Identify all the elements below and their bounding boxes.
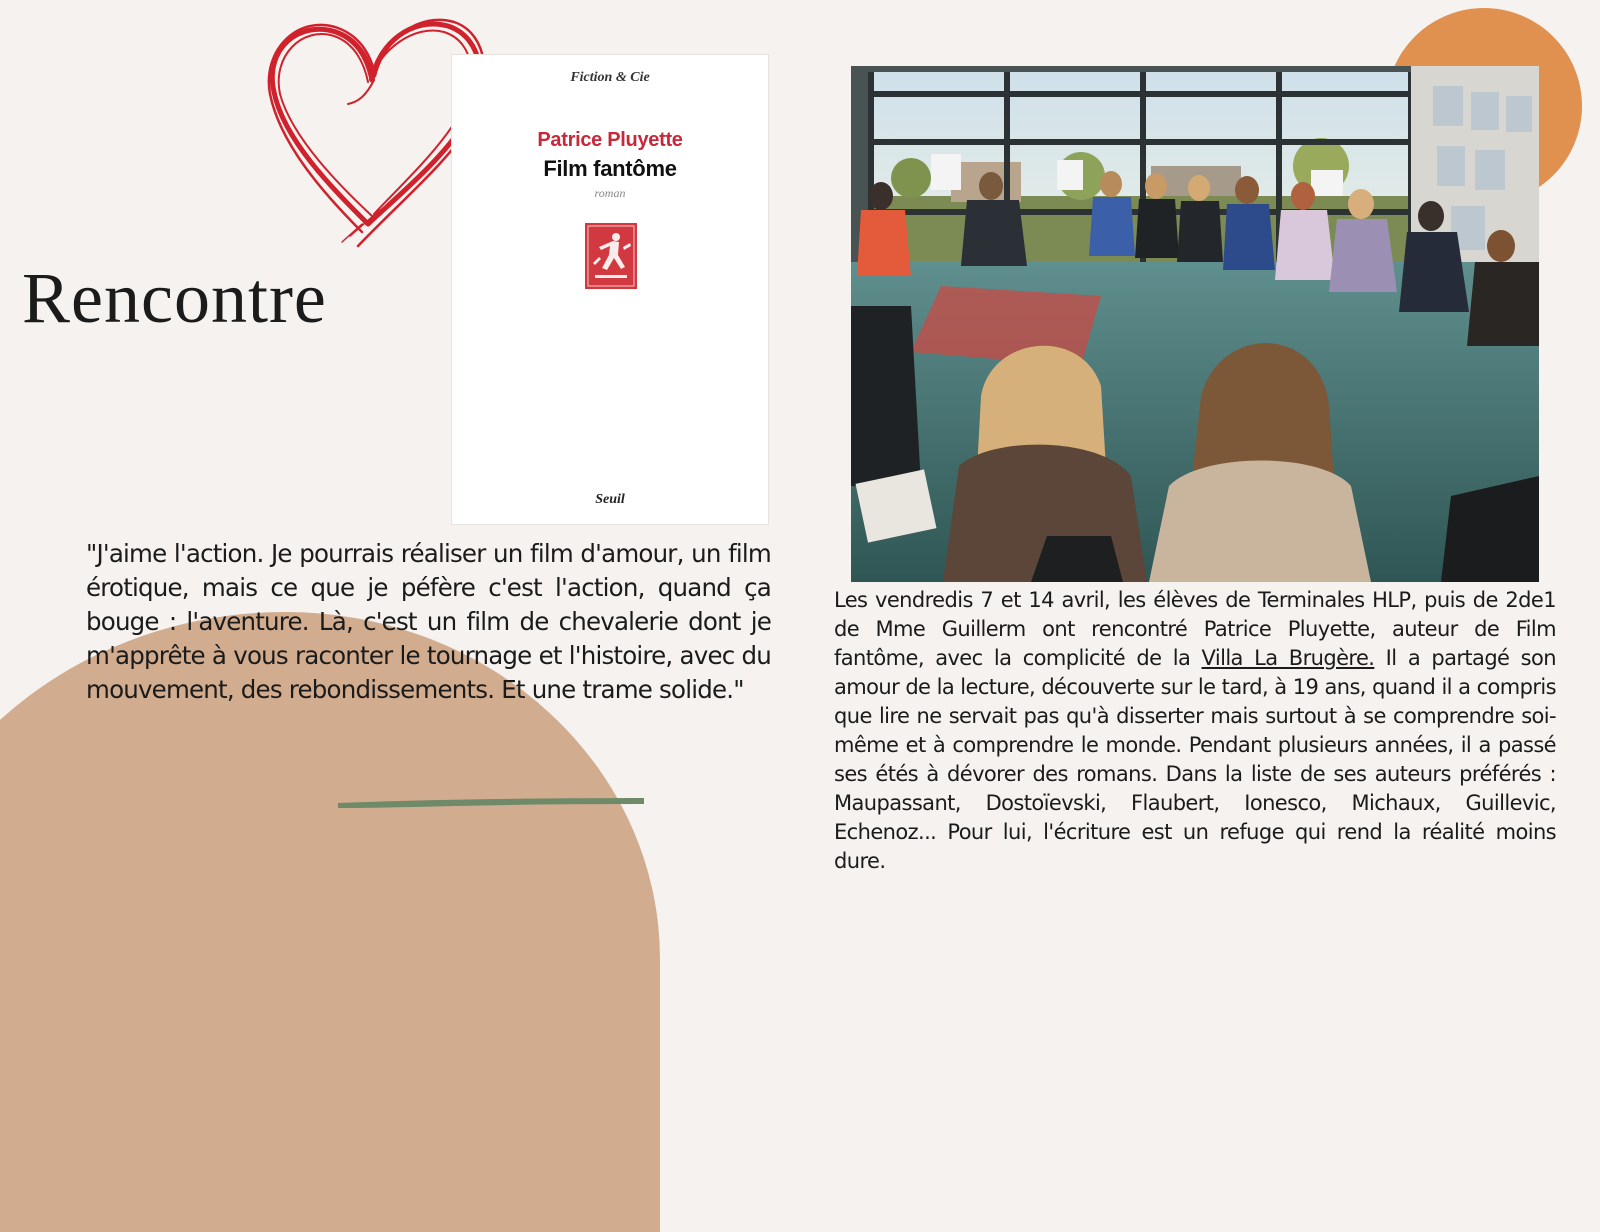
- book-series: Fiction & Cie: [570, 70, 650, 85]
- book-cover: [452, 55, 768, 524]
- green-brush-stroke: [336, 796, 646, 808]
- classroom-meeting-photo: [851, 66, 1539, 582]
- villa-la-brugere-link[interactable]: Villa La Brugère.: [1201, 646, 1375, 670]
- article-text-after-link: Il a partagé son amour de la lecture, découverte sur le tard, à 19 ans, quand il a compris que lire ne servait pas qu'à disserter mais surtout à se comprendre soi-même et à comprendre le monde. Pendant plusieurs années, il a passé ses étés à dévorer des romans. Dans la liste de ses auteurs préférés : Maupassant, Dostoïevski, Flaubert, Ionesco, Michaux, Guillevic, Echenoz... Pour lui, l'écriture est un refuge qui rend la réalité moins dure.: [834, 646, 1556, 873]
- book-title: Film fantôme: [543, 156, 677, 181]
- red-woodcut-figure-icon: [585, 223, 637, 289]
- article-text-before-link: Les vendredis 7 et 14 avril, les élèves de Terminales HLP, puis de 2de1 de Mme Guillerm ont rencontré Patrice Pluyette, auteur de Film fantôme, avec la complicité de la: [834, 588, 1556, 670]
- author-quote: "J'aime l'action. Je pourrais réaliser un film d'amour, un film érotique, mais ce que je péfère c'est l'action, quand ça bouge : l'aventure. Là, c'est un film de chevalerie dont je m'apprête à vous raconter le tournage et l'histoire, avec du mouvement, des rebondissements. Et une trame solide.": [86, 539, 771, 704]
- page-title: Rencontre: [22, 258, 327, 338]
- book-genre: roman: [594, 186, 626, 200]
- article-text: [834, 586, 1556, 876]
- book-author: Patrice Pluyette: [537, 129, 683, 151]
- book-publisher: Seuil: [595, 492, 625, 507]
